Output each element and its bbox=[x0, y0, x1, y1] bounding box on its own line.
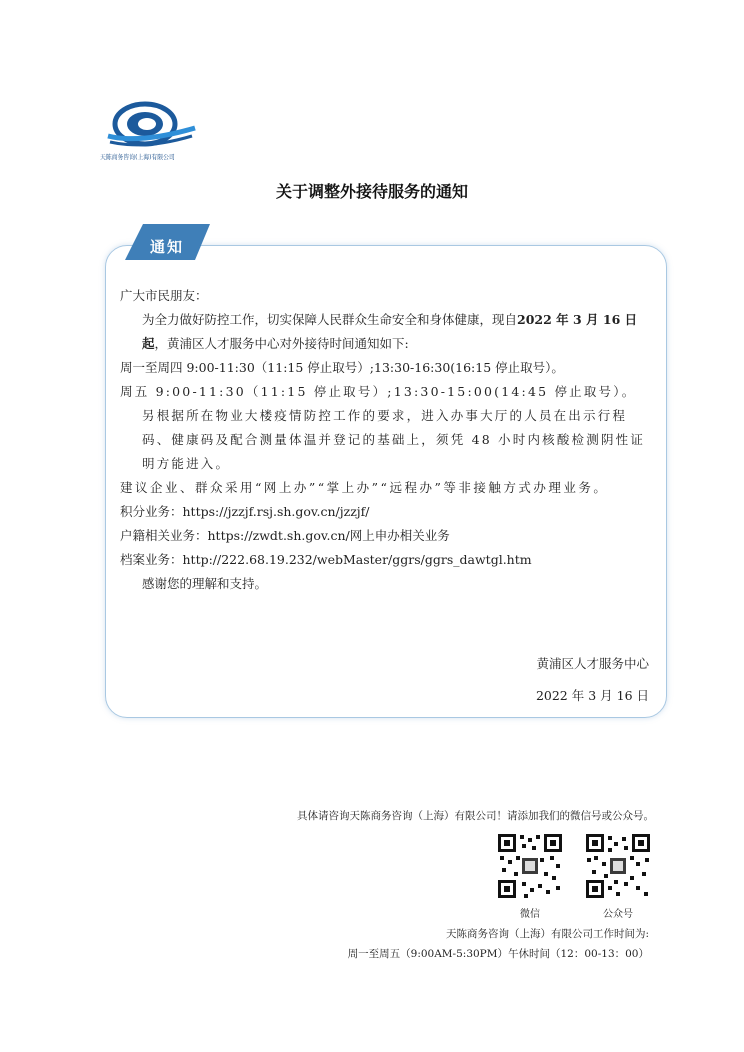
paragraph-1-text-a: 为全力做好防控工作，切实保障人民群众生命安全和身体健康，现自 bbox=[142, 312, 518, 327]
wechat-qr-label: 微信 bbox=[520, 909, 540, 920]
signature-date: 2022 年 3 月 16 日 bbox=[535, 688, 649, 703]
greeting: 广大市民朋友： bbox=[120, 288, 208, 303]
paragraph-1-text-b: ，黄浦区人才服务中心对外接待时间通知如下: bbox=[154, 336, 409, 351]
paragraph-2: 另根据所在物业大楼疫情防控工作的要求，进入办事大厅的人员在出示行程码、健康码及配合测量体温并登记的基础上，须凭 48 小时内核酸检测阴性证明方能进入。 bbox=[142, 408, 646, 471]
wechat-qr-code bbox=[496, 832, 564, 900]
link-archive-business: 档案业务：http://222.68.19.232/webMaster/ggrs/ggrs_dawtgl.htm bbox=[120, 552, 532, 567]
official-account-qr-code bbox=[584, 832, 652, 900]
paragraph-1 bbox=[120, 308, 655, 356]
thanks-text: 感谢您的理解和支持。 bbox=[142, 576, 268, 591]
schedule-fri: 周五 9:00-11:30（11:15 停止取号）;13:30-15:00(14:45 停止取号）。 bbox=[120, 384, 637, 399]
paragraph-1-effective-date: 2022 年 3 月 16 日起 bbox=[142, 312, 638, 351]
contact-note: 具体请咨询天陈商务咨询（上海）有限公司！请添加我们的微信号或公众号。 bbox=[297, 810, 654, 822]
company-logo-caption: 天陈商务咨询(上海)有限公司 bbox=[100, 153, 175, 161]
notice-tab-label: 通知 bbox=[150, 238, 185, 256]
paragraph-3: 建议企业、群众采用“网上办”“掌上办”“远程办”等非接触方式办理业务。 bbox=[120, 480, 609, 495]
notice-title: 关于调整外接待服务的通知 bbox=[275, 182, 468, 201]
signature-org: 黄浦区人才服务中心 bbox=[536, 656, 649, 671]
schedule-mon-thu: 周一至周四 9:00-11:30（11:15 停止取号）;13:30-16:30(16:15 停止取号）。 bbox=[120, 360, 564, 375]
link-household-business: 户籍相关业务：https://zwdt.sh.gov.cn/网上申办相关业务 bbox=[120, 528, 450, 543]
link-points-business: 积分业务：https://jzzjf.rsj.sh.gov.cn/jzzjf/ bbox=[120, 504, 370, 519]
working-hours: 周一至周五（9:00AM-5:30PM）午休时间（12：00-13：00） bbox=[347, 948, 649, 960]
working-hours-title: 天陈商务咨询（上海）有限公司工作时间为: bbox=[445, 928, 649, 940]
official-account-qr-label: 公众号 bbox=[603, 909, 633, 920]
notice-body bbox=[120, 284, 655, 596]
